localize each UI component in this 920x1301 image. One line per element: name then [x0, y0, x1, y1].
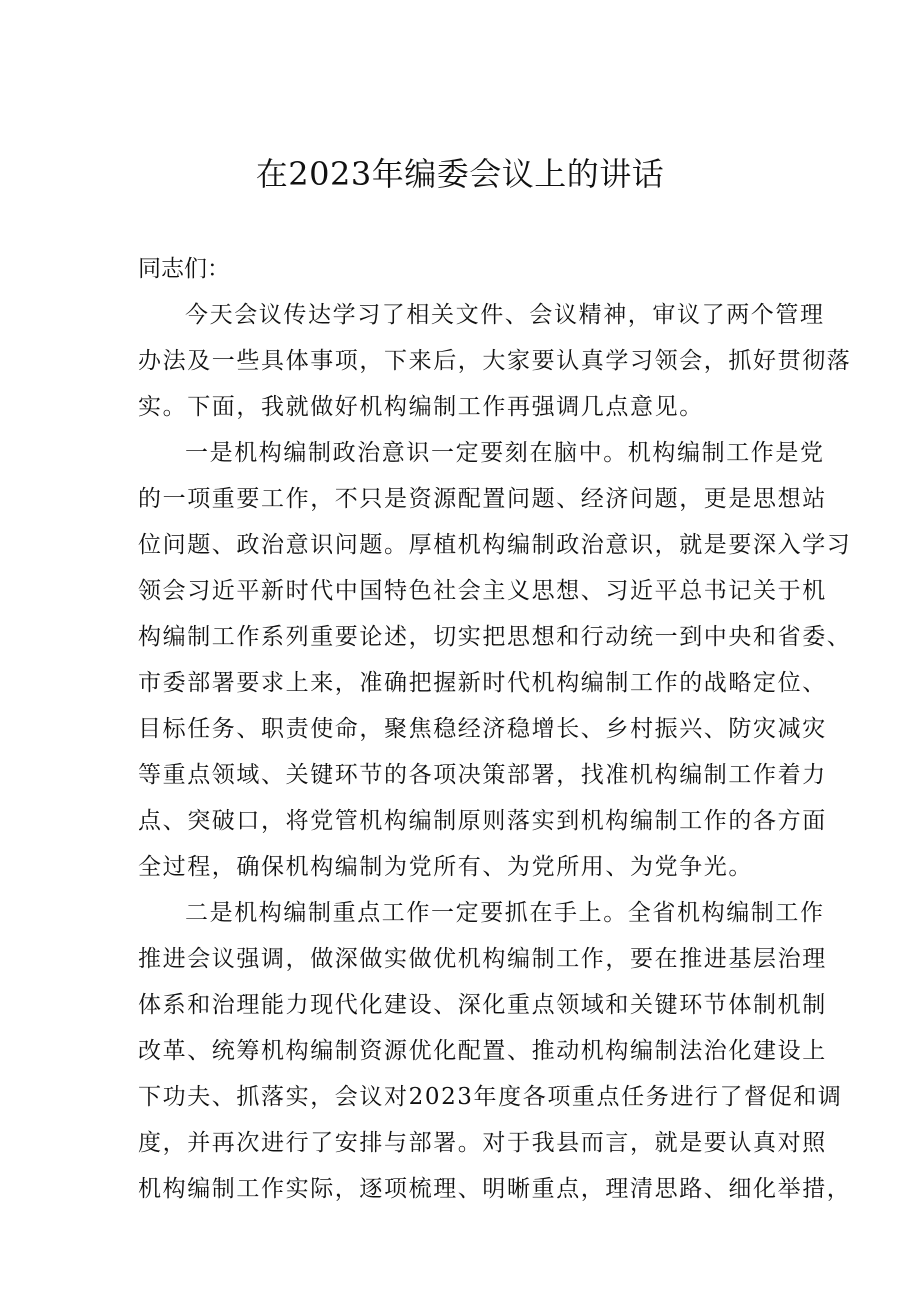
paragraph-1: [138, 292, 852, 430]
text-line: 全过程，确保机构编制为党所有、为党所用、为党争光。: [138, 854, 753, 880]
text-line: 构编制工作系列重要论述，切实把思想和行动统一到中央和省委、: [138, 624, 852, 650]
text-line: 领会习近平新时代中国特色社会主义思想、习近平总书记关于机: [138, 578, 827, 604]
text-line: 今天会议传达学习了相关文件、会议精神，审议了两个管理: [185, 302, 825, 328]
text-line: 点、突破口，将党管机构编制原则落实到机构编制工作的各方面: [138, 808, 827, 834]
salutation: 同志们：: [138, 256, 230, 282]
text-line: 的一项重要工作，不只是资源配置问题、经济问题，更是思想站: [138, 486, 827, 512]
text-line: 体系和治理能力现代化建设、深化重点领域和关键环节体制机制: [138, 992, 827, 1018]
text-line: 等重点领域、关键环节的各项决策部署，找准机构编制工作着力: [138, 762, 827, 788]
text-line: 推进会议强调，做深做实做优机构编制工作，要在推进基层治理: [138, 946, 827, 972]
text-line: 下功夫、抓落实，会议对2023年度各项重点任务进行了督促和调: [138, 1084, 843, 1110]
text-line: 市委部署要求上来，准确把握新时代机构编制工作的战略定位、: [138, 670, 827, 696]
text-line: 二是机构编制重点工作一定要抓在手上。全省机构编制工作: [185, 900, 825, 926]
text-line: 度，并再次进行了安排与部署。对于我县而言，就是要认真对照: [138, 1130, 827, 1156]
text-line: 办法及一些具体事项，下来后，大家要认真学习领会，抓好贯彻落: [138, 348, 852, 374]
text-line: 机构编制工作实际，逐项梳理、明晰重点，理清思路、细化举措，: [138, 1176, 852, 1202]
document-body: [138, 246, 852, 1212]
paragraph-2: [138, 430, 852, 890]
text-line: 目标任务、职责使命，聚焦稳经济稳增长、乡村振兴、防灾减灾: [138, 716, 827, 742]
text-line: 位问题、政治意识问题。厚植机构编制政治意识，就是要深入学习: [138, 532, 852, 558]
document-title: 在2023年编委会议上的讲话: [255, 155, 665, 193]
text-line: 实。下面，我就做好机构编制工作再强调几点意见。: [138, 394, 704, 420]
text-line: 改革、统筹机构编制资源优化配置、推动机构编制法治化建设上: [138, 1038, 827, 1064]
text-line: 一是机构编制政治意识一定要刻在脑中。机构编制工作是党: [185, 440, 825, 466]
paragraph-3: [138, 890, 852, 1212]
